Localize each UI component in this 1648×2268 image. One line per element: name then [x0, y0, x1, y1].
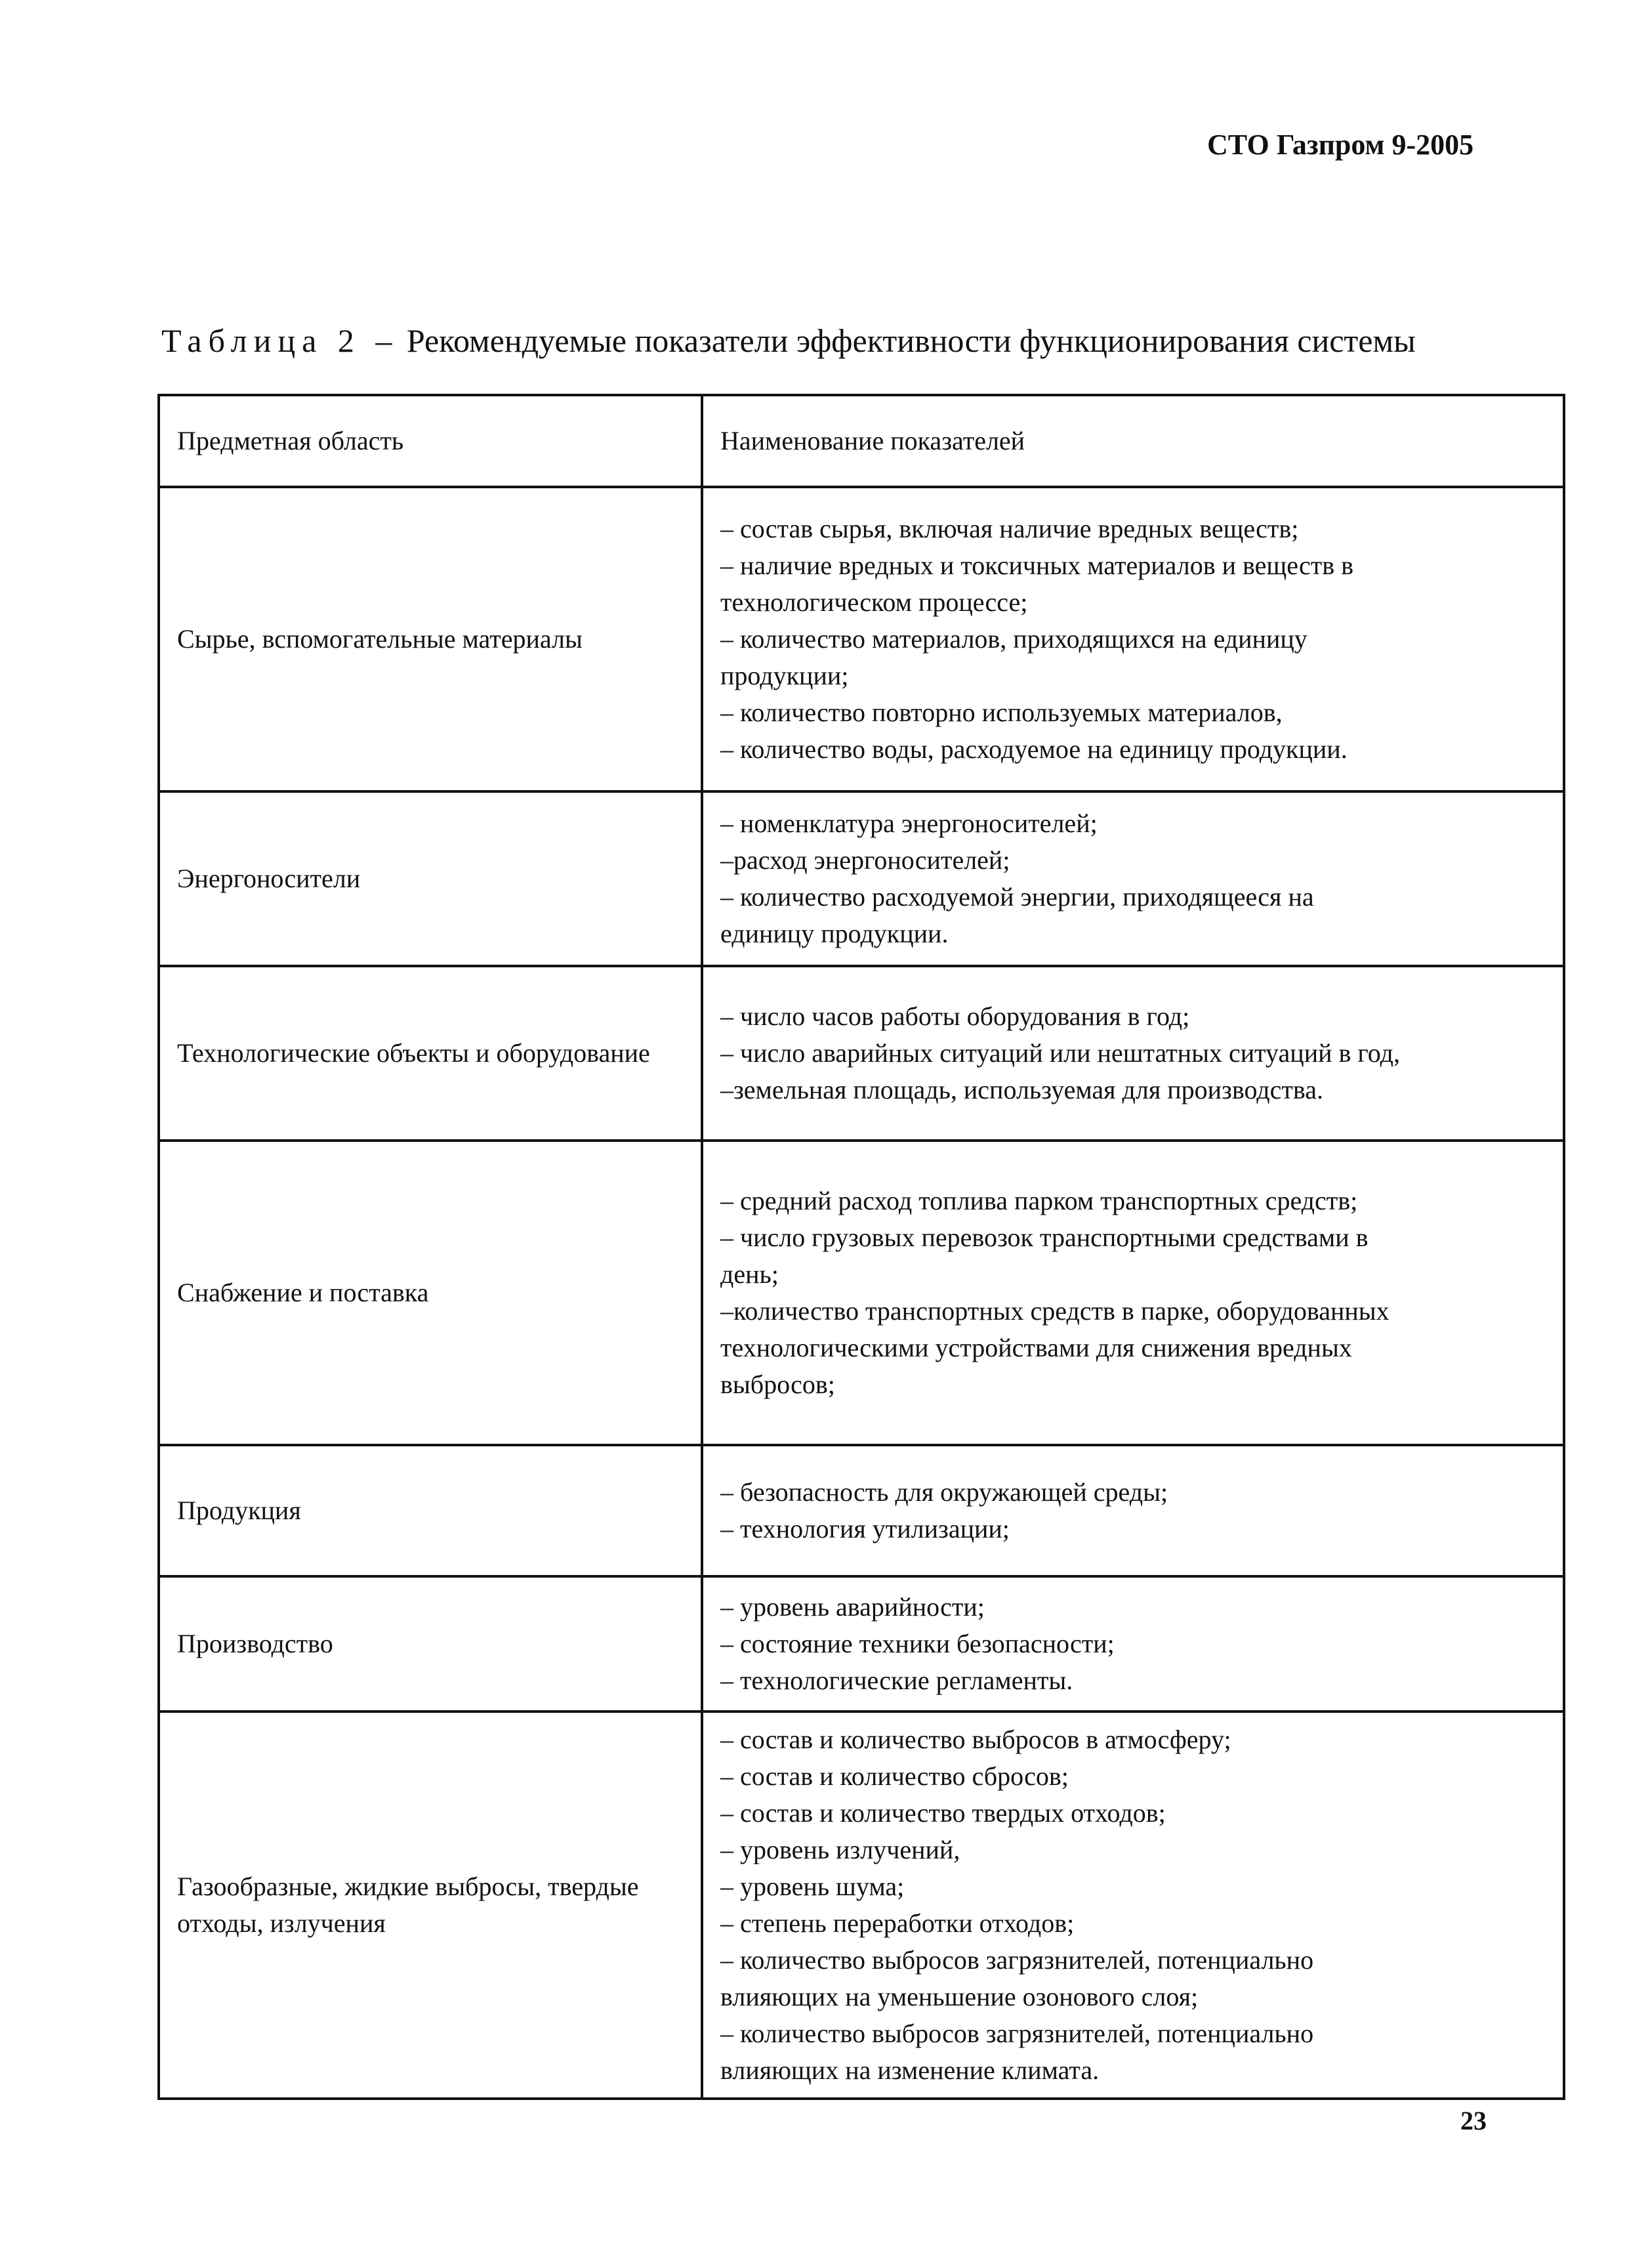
table-row	[159, 1445, 1564, 1576]
indicator-line: – состояние техники безопасности;	[720, 1629, 1115, 1658]
row-indicators-cell	[702, 1141, 1564, 1445]
row-area-cell: Газообразные, жидкие выбросы, твердые отходы, излучения	[159, 1712, 702, 2099]
indicator-line: –количество транспортных средств в парке, оборудованных	[720, 1296, 1390, 1326]
table-title-text: Рекомендуемые показатели эффективности функционирования системы	[406, 322, 1416, 359]
table-header-row	[159, 395, 1564, 487]
indicator-line: –земельная площадь, используемая для производства.	[720, 1075, 1324, 1104]
row-area-cell: Производство	[159, 1576, 702, 1712]
indicator-line: выбросов;	[720, 1370, 835, 1399]
indicator-line: – состав и количество выбросов в атмосферу;	[720, 1725, 1231, 1754]
table-row	[159, 1576, 1564, 1712]
indicator-line: – безопасность для окружающей среды;	[720, 1477, 1168, 1507]
indicator-line: единицу продукции.	[720, 919, 949, 948]
indicator-line: – технология утилизации;	[720, 1514, 1010, 1544]
column-header-indicators: Наименование показателей	[702, 395, 1564, 487]
indicator-line: технологическими устройствами для снижения вредных	[720, 1333, 1352, 1362]
indicators-table	[157, 394, 1565, 2100]
indicator-line: – количество выбросов загрязнителей, потенциально	[720, 2019, 1314, 2048]
indicator-line: – число часов работы оборудования в год;	[720, 1001, 1190, 1031]
table-row	[159, 791, 1564, 966]
table-title	[161, 322, 1416, 360]
indicator-line: – номенклатура энергоносителей;	[720, 808, 1098, 838]
indicator-line: – технологические регламенты.	[720, 1666, 1073, 1695]
indicator-line: влияющих на уменьшение озонового слоя;	[720, 1982, 1199, 2011]
document-code: СТО Газпром 9-2005	[1207, 129, 1474, 161]
table-row	[159, 487, 1564, 791]
indicator-line: технологическом процессе;	[720, 587, 1028, 617]
indicator-line: продукции;	[720, 661, 849, 690]
indicator-line: – состав и количество сбросов;	[720, 1761, 1069, 1791]
indicator-line: – уровень аварийности;	[720, 1592, 985, 1622]
indicator-line: – число аварийных ситуаций или нештатных ситуаций в год,	[720, 1038, 1400, 1068]
indicator-line: день;	[720, 1259, 779, 1289]
page-number: 23	[1460, 2106, 1487, 2135]
indicator-line: – количество расходуемой энергии, приходящееся на	[720, 882, 1314, 912]
indicator-line: – число грузовых перевозок транспортными средствами в	[720, 1223, 1369, 1252]
row-area-cell: Снабжение и поставка	[159, 1141, 702, 1445]
table-row	[159, 966, 1564, 1141]
indicator-line: – наличие вредных и токсичных материалов и веществ в	[720, 551, 1353, 580]
indicator-line: – уровень шума;	[720, 1872, 905, 1901]
row-indicators-cell	[702, 791, 1564, 966]
indicator-line: – состав и количество твердых отходов;	[720, 1798, 1166, 1828]
table-row	[159, 1712, 1564, 2099]
row-indicators-cell	[702, 1576, 1564, 1712]
indicator-line: – количество воды, расходуемое на единицу продукции.	[720, 734, 1348, 764]
row-indicators-cell	[702, 1445, 1564, 1576]
row-indicators-cell	[702, 966, 1564, 1141]
indicator-line: – количество повторно используемых материалов,	[720, 698, 1283, 727]
indicator-line: – состав сырья, включая наличие вредных веществ;	[720, 514, 1299, 543]
indicator-line: влияющих на изменение климата.	[720, 2055, 1100, 2085]
row-area-cell: Технологические объекты и оборудование	[159, 966, 702, 1141]
indicator-line: – уровень излучений,	[720, 1835, 960, 1864]
table-row	[159, 1141, 1564, 1445]
row-indicators-cell	[702, 1712, 1564, 2099]
indicator-line: – степень переработки отходов;	[720, 1908, 1075, 1938]
row-area-cell: Энергоносители	[159, 791, 702, 966]
row-area-cell: Продукция	[159, 1445, 702, 1576]
indicator-line: –расход энергоносителей;	[720, 845, 1010, 875]
indicator-line: – средний расход топлива парком транспортных средств;	[720, 1186, 1358, 1215]
row-indicators-cell	[702, 487, 1564, 791]
row-area-cell: Сырье, вспомогательные материалы	[159, 487, 702, 791]
indicator-line: – количество материалов, приходящихся на единицу	[720, 624, 1308, 654]
column-header-area: Предметная область	[159, 395, 702, 487]
indicator-line: – количество выбросов загрязнителей, потенциально	[720, 1945, 1314, 1975]
table-title-prefix: Таблица 2 –	[161, 322, 399, 359]
